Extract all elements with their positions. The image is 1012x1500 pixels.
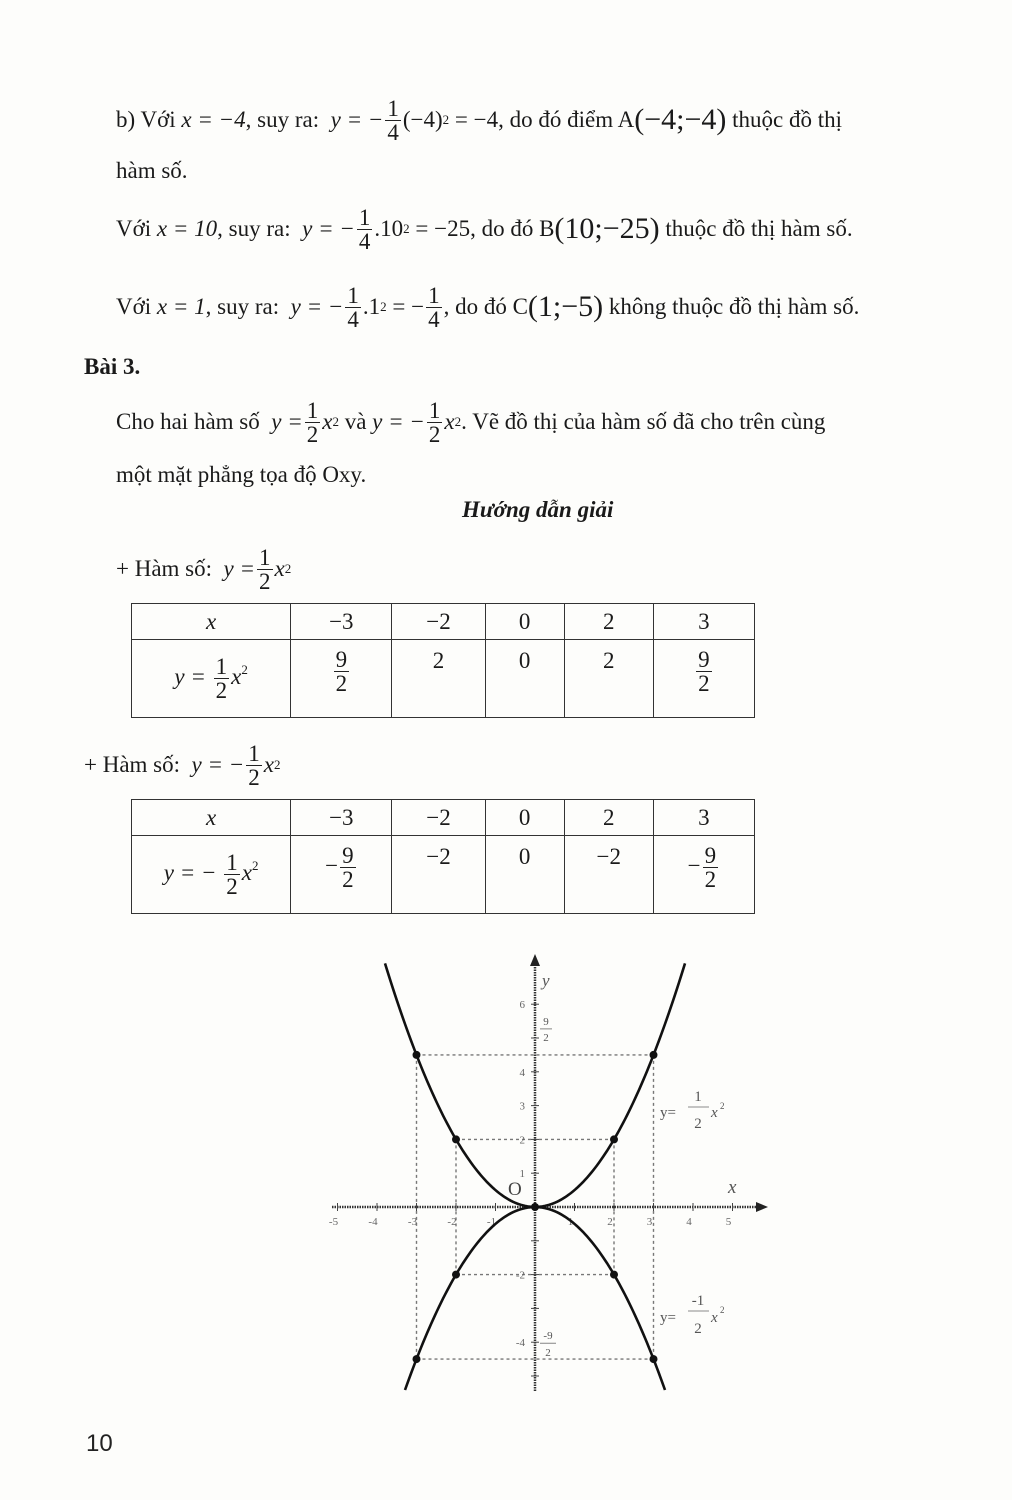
math-condition: x = 10 xyxy=(156,216,218,241)
y-frac-label-negative xyxy=(540,1330,556,1359)
svg-text:y=: y= xyxy=(660,1105,676,1121)
text: Với xyxy=(116,294,152,319)
value-table-1 xyxy=(131,603,755,718)
math-condition: x = 1 xyxy=(156,294,206,319)
math-eq: = − xyxy=(392,294,425,319)
x-tick-label: 5 xyxy=(725,1216,732,1228)
y-tick-label: 2 xyxy=(519,1134,525,1147)
x-tick-label: -2 xyxy=(447,1216,457,1228)
svg-text:2: 2 xyxy=(720,1305,725,1315)
x-axis-label: x xyxy=(728,1177,737,1198)
axes xyxy=(332,954,768,1392)
table-row-label: y = − $\frac{1}{2}$ $x^2$ xyxy=(132,836,291,914)
table-cell: −2 xyxy=(392,604,485,640)
solution-title xyxy=(462,494,613,526)
text: , do đó C xyxy=(443,294,528,319)
y-axis-arrow-icon xyxy=(530,954,540,966)
math-y: y = xyxy=(271,409,303,434)
math-x: x xyxy=(274,556,285,581)
fraction: $\frac{1}{4}$ xyxy=(358,204,371,254)
fraction: $\frac{1}{4}$ xyxy=(387,95,399,145)
y-tick-label: 3 xyxy=(519,1100,525,1113)
data-point xyxy=(610,1271,618,1279)
table1-label: + Hàm số: y = $\frac{1}{2}$ x 2 xyxy=(116,544,292,594)
text: , suy ra: xyxy=(245,107,320,132)
x-tick-label: 3 xyxy=(646,1216,653,1228)
fraction: $\frac{1}{2}$ xyxy=(259,544,271,594)
table-cell: −2 xyxy=(564,836,653,914)
problem-line-2 xyxy=(116,460,366,490)
svg-text:y=: y= xyxy=(660,1310,676,1326)
table-cell: $\frac{9}{2}$ xyxy=(653,640,754,718)
math-result: = −25 xyxy=(415,216,471,241)
table-cell: 0 xyxy=(485,604,564,640)
curve2-label xyxy=(660,1293,725,1337)
svg-text:2: 2 xyxy=(720,1101,725,1111)
text: thuộc đồ thị hàm số. xyxy=(665,216,853,241)
point-a: (−4;−4) xyxy=(634,103,727,136)
data-point xyxy=(413,1051,421,1059)
curve1-label xyxy=(660,1089,725,1132)
y-axis-label: y xyxy=(542,971,550,990)
math-y: y = − xyxy=(330,107,384,132)
data-point xyxy=(452,1271,460,1279)
svg-text:2: 2 xyxy=(545,1347,551,1360)
x-tick-label: 1 xyxy=(567,1216,574,1228)
data-point xyxy=(650,1051,658,1059)
fraction: $\frac{1}{2}$ xyxy=(428,397,441,447)
x-axis-arrow-icon xyxy=(756,1202,768,1212)
svg-text:9: 9 xyxy=(543,1015,549,1028)
y-tick-label: 6 xyxy=(519,999,525,1012)
table-cell: −3 xyxy=(291,604,392,640)
table-row-label: y = $\frac{1}{2}$ $x^2$ xyxy=(132,640,291,718)
table-row xyxy=(132,836,755,914)
table-header-row xyxy=(132,800,755,836)
svg-text:2: 2 xyxy=(543,1031,549,1044)
math-expr: (−4) xyxy=(402,107,443,132)
table-cell: 0 xyxy=(485,800,564,836)
y-tick-label: 4 xyxy=(519,1066,525,1079)
part-b-line-1-wrap xyxy=(116,156,188,186)
table-cell: 2 xyxy=(564,640,653,718)
x-tick-label: -5 xyxy=(328,1216,339,1228)
math-condition: x = −4 xyxy=(181,107,246,132)
text: , do đó B xyxy=(470,216,555,241)
x-tick-label: 4 xyxy=(686,1216,692,1228)
fraction: $\frac{1}{4}$ xyxy=(428,282,440,332)
exercise-heading xyxy=(84,352,140,382)
table-cell: x xyxy=(132,800,291,836)
data-point xyxy=(610,1135,618,1143)
table-cell: 3 xyxy=(653,604,754,640)
table-row xyxy=(132,640,755,718)
text: hàm số. xyxy=(116,158,188,183)
text: Cho hai hàm số xyxy=(116,409,260,434)
math-y: y = − xyxy=(302,216,355,241)
y-tick-label: 1 xyxy=(519,1168,525,1181)
math-x: x xyxy=(263,752,274,777)
x-tick-label: -3 xyxy=(407,1216,418,1228)
text: , suy ra: xyxy=(205,294,280,319)
value-table-2 xyxy=(131,799,755,914)
svg-text:2: 2 xyxy=(694,1116,702,1132)
svg-text:1: 1 xyxy=(694,1089,702,1105)
part-b-line-3: Với x = 1 , suy ra: y = − $\frac{1}{4}$ .1 2 = − $\frac{1}{4}$ , do đó C (1;−5) không thuộc đồ thị hàm số. xyxy=(116,282,860,332)
data-point xyxy=(531,1203,539,1211)
math-expr: .1 xyxy=(362,294,381,319)
table-cell: $\frac{9}{2}$ xyxy=(291,640,392,718)
y-tick-label: -4 xyxy=(515,1337,525,1350)
math-y: y = − xyxy=(191,752,245,777)
table-cell: −2 xyxy=(392,836,485,914)
table-cell: − $\frac{9}{2}$ xyxy=(291,836,392,914)
text: và xyxy=(344,409,367,434)
data-point xyxy=(650,1355,658,1363)
y-frac-label-positive xyxy=(540,1016,552,1044)
part-b-line-1: b) Với x = −4 , suy ra: y = − $\frac{1}{4}$ (−4) 2 = −4 , do đó điểm A (−4;−4) thuộc đồ thị xyxy=(116,95,843,145)
x-tick-label: -1 xyxy=(486,1216,497,1228)
math-x: x xyxy=(322,409,333,434)
origin-label: O xyxy=(508,1179,522,1200)
math-y: y = − xyxy=(372,409,425,434)
table-cell: x xyxy=(132,604,291,640)
fraction: $\frac{1}{2}$ xyxy=(306,397,319,447)
x-tick-label: 2 xyxy=(607,1216,613,1228)
svg-text:2: 2 xyxy=(694,1321,702,1337)
text: + Hàm số: xyxy=(116,556,213,581)
problem-line-1: Cho hai hàm số y = $\frac{1}{2}$ x 2 và y = − $\frac{1}{2}$ x 2 . Vẽ đồ thị của hàm số đã cho trên cùng xyxy=(116,397,826,447)
table2-label: + Hàm số: y = − $\frac{1}{2}$ x 2 xyxy=(84,740,281,790)
table-cell: 3 xyxy=(653,800,754,836)
parabola-graph xyxy=(0,940,1012,1420)
text: b) Với xyxy=(116,107,176,132)
svg-text:x: x xyxy=(711,1310,718,1326)
table-header-row xyxy=(132,604,755,640)
text: không thuộc đồ thị hàm số. xyxy=(608,294,860,319)
text: Với xyxy=(116,216,152,241)
table-cell: − $\frac{9}{2}$ xyxy=(653,836,754,914)
text: , do đó điểm A xyxy=(498,107,635,132)
point-c: (1;−5) xyxy=(527,290,604,323)
point-b: (10;−25) xyxy=(554,212,660,245)
svg-text:-1: -1 xyxy=(691,1293,705,1309)
table-cell: 2 xyxy=(564,800,653,836)
svg-text:x: x xyxy=(711,1105,718,1121)
text: một mặt phẳng tọa độ Oxy. xyxy=(116,462,367,487)
table-cell: 0 xyxy=(485,836,564,914)
table-cell: −2 xyxy=(392,800,485,836)
x-tick-label: -4 xyxy=(368,1216,378,1228)
heading-text: Bài 3. xyxy=(84,354,141,379)
y-tick-label: -2 xyxy=(515,1269,525,1282)
math-expr: .10 xyxy=(374,216,404,241)
page-number: 10 xyxy=(86,1430,113,1457)
fraction: $\frac{1}{4}$ xyxy=(347,282,359,332)
fraction: $\frac{1}{2}$ xyxy=(248,740,260,790)
part-b-line-2: Với x = 10 , suy ra: y = − $\frac{1}{4}$ .10 2 = −25 , do đó B (10;−25) thuộc đồ thị hàm số. xyxy=(116,204,853,254)
svg-text:-9: -9 xyxy=(543,1330,553,1343)
text: . Vẽ đồ thị của hàm số đã cho trên cùng xyxy=(461,409,826,434)
data-point xyxy=(452,1135,460,1143)
table-cell: −3 xyxy=(291,800,392,836)
text: + Hàm số: xyxy=(84,752,181,777)
data-point xyxy=(413,1355,421,1363)
math-y: y = xyxy=(223,556,256,581)
table-cell: 2 xyxy=(392,640,485,718)
text: thuộc đồ thị xyxy=(732,107,843,132)
math-x: x xyxy=(444,409,455,434)
text: , suy ra: xyxy=(217,216,291,241)
math-y: y = − xyxy=(290,294,344,319)
table-cell: 0 xyxy=(485,640,564,718)
table-cell: 2 xyxy=(564,604,653,640)
math-result: = −4 xyxy=(454,107,499,132)
title-text: Hướng dẫn giải xyxy=(462,497,614,522)
